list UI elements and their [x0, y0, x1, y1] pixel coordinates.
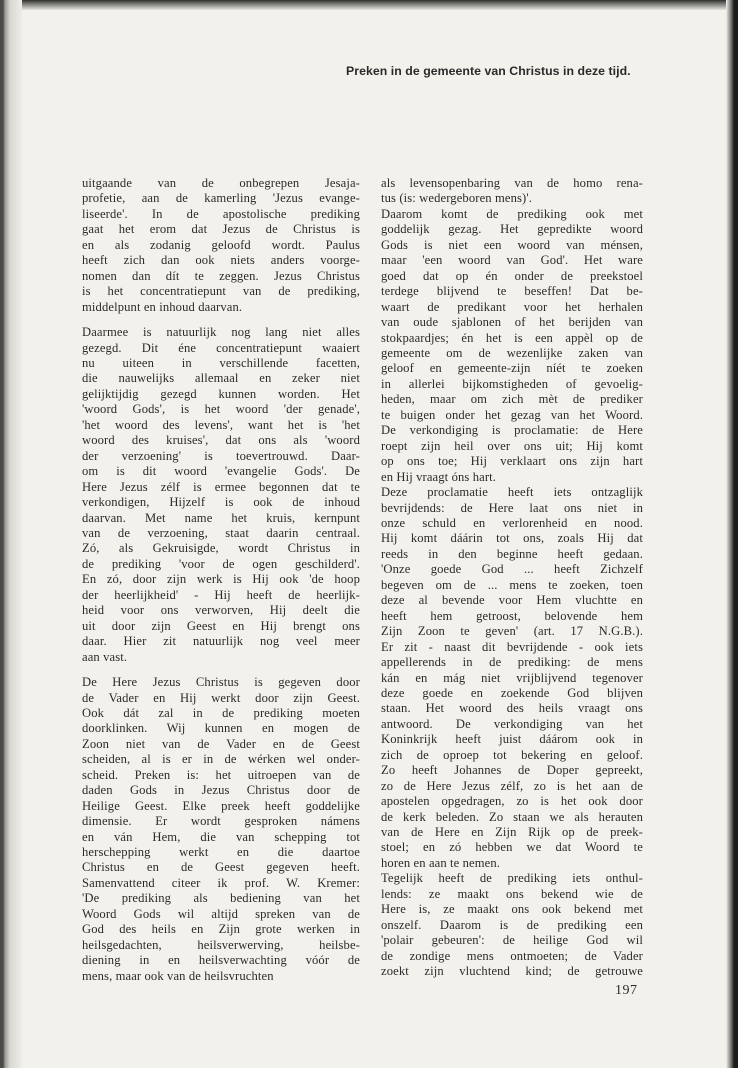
text-line: van de verzoening, staat daarin centraal.: [82, 525, 360, 540]
text-line: verkondigen, Hijzelf is ook de inhoud: [82, 495, 360, 510]
text-line: daden Gods in Jezus Christus door de: [82, 783, 360, 798]
text-line: De verkondiging is proclamatie: de Here: [381, 423, 643, 438]
text-line: Zó, als Gekruisigde, wordt Christus in: [82, 541, 360, 556]
text-line: woord des kruises', dat ons als 'woord: [82, 433, 360, 448]
text-line: om is dit woord 'evangelie Gods'. De: [82, 464, 360, 479]
text-line: Daarom komt de prediking ook met: [381, 206, 643, 221]
scan-top-edge: [0, 0, 738, 10]
text-line: kán en mág niet vrijblijvend tegenover: [381, 670, 643, 685]
text-line: staan. Het woord des heils vraagt ons: [381, 701, 643, 716]
text-line: daar. Hier zit natuurlijk nog veel meer: [82, 634, 360, 649]
text-line: Tegelijk heeft de prediking iets onthul-: [381, 871, 643, 886]
text-line: tus (is: wedergeboren mens)'.: [381, 191, 533, 206]
text-line: Zijn Zoon te geven' (art. 17 N.G.B.).: [381, 624, 643, 639]
paragraph: [82, 176, 360, 315]
text-line: Daarmee is natuurlijk nog lang niet alles: [82, 325, 360, 340]
text-line: Ook dát zal in de prediking moeten: [82, 705, 360, 720]
text-line: nu uiteen in verschillende facetten,: [82, 355, 360, 370]
text-line: bevrijdends: de Here laat ons niet in: [381, 500, 643, 515]
scan-right-edge: [726, 0, 738, 1068]
text-line: stokpaardjes; én het is een appèl op de: [381, 330, 643, 345]
text-line: Koninkrijk heeft juist dáárom ook in: [381, 732, 643, 747]
text-line: en Hij vraagt óns hart.: [381, 469, 497, 484]
text-line: en als zodanig geloofd wordt. Paulus: [82, 237, 360, 252]
text-line: de zondige mens ontmoeten; de Vader: [381, 948, 643, 963]
text-line: aan vast.: [82, 649, 128, 664]
text-line: gezegd. Dit éne concentratiepunt waaiert: [82, 340, 360, 355]
text-line: horen en aan te nemen.: [381, 855, 501, 870]
text-line: dimensie. Er wordt gesproken námens: [82, 814, 360, 829]
text-line: Deze proclamatie heeft iets ontzaglijk: [381, 485, 643, 500]
text-line: begeven om de ... mens te zoeken, toen: [381, 577, 643, 592]
text-line: Er zit - naast dit bevrijdende - ook iets: [381, 639, 643, 654]
text-line: diening in en heilsverwachting vóór de: [82, 953, 360, 968]
text-line: lends: ze maakt ons bekend wie de: [381, 886, 643, 901]
text-line: Samenvattend citeer ik prof. W. Kremer:: [82, 875, 360, 890]
text-line: van oude sjablonen of het berijden van: [381, 315, 643, 330]
left-text-column: [82, 176, 360, 994]
paragraph: [82, 675, 360, 984]
text-line: doorklinken. Wij kunnen en mogen de: [82, 721, 360, 736]
text-line: te buigen onder het gezag van het Woord.: [381, 407, 643, 422]
running-head: Preken in de gemeente van Christus in deze tijd.: [346, 64, 631, 78]
text-line: deze goede en zoekende God blijven: [381, 685, 643, 700]
text-line: 'Onze goede God ... heeft Zichzelf: [381, 562, 643, 577]
text-line: stoel; en zó hebben we dat Woord te: [381, 840, 643, 855]
text-line: maar 'een woord van God'. Het ware: [381, 253, 643, 268]
text-line: antwoord. De verkondiging van het: [381, 716, 643, 731]
text-line: Hij komt dáárin tot ons, zoals Hij dat: [381, 531, 643, 546]
text-line: heeft zich dan ook niets anders voorge-: [82, 253, 360, 268]
text-line: heeft hem getroost, belovende hem: [381, 608, 643, 623]
text-line: zo de Here Jezus zélf, zo is het aan de: [381, 778, 643, 793]
text-line: zoekt zijn vluchtend kind; de getrouwe: [381, 964, 643, 979]
text-line: heid voor ons verworven, Hij deelt die: [82, 603, 360, 618]
text-line: scheid. Preken is: het uitroepen van de: [82, 767, 360, 782]
text-line: gaat het erom dat Jezus de Christus is: [82, 222, 360, 237]
text-line: nomen dan dít te zeggen. Jezus Christus: [82, 268, 360, 283]
text-line: is het concentratiepunt van de prediking,: [82, 284, 360, 299]
text-line: heilsgedachten, heilsverwerving, heilsbe-: [82, 937, 360, 952]
text-line: 'De prediking als bediening van het: [82, 891, 360, 906]
text-line: middelpunt en inhoud daarvan.: [82, 299, 243, 314]
text-line: Heilige Geest. Elke preek heeft goddelijke: [82, 798, 360, 813]
text-line: geloof en gemeente-zijn níét te zoeken: [381, 361, 643, 376]
scan-left-edge: [0, 0, 22, 1068]
text-line: 'polair gebeuren': de heilige God wil: [381, 933, 643, 948]
text-line: uitgaande van de onbegrepen Jesaja-: [82, 176, 360, 190]
text-line: die nauwelijks allemaal en zeker niet: [82, 371, 360, 386]
text-line: God des heils en Zijn grote werken in: [82, 922, 360, 937]
text-line: Gods is niet een woord van ménsen,: [381, 237, 643, 252]
right-text-column: [381, 176, 643, 980]
text-line: zich de oproep tot bekering en geloof.: [381, 747, 643, 762]
text-line: de kerk beleden. Zo staan we als herauten: [381, 809, 643, 824]
text-line: roept zijn heil over ons uit; Hij komt: [381, 438, 643, 453]
text-line: gemeente om de wezenlijke zaken van: [381, 345, 643, 360]
text-line: goed dat op én onder de preekstoel: [381, 268, 643, 283]
text-line: appellerends in de prediking: de mens: [381, 655, 643, 670]
text-line: de prediking 'voor de ogen geschilderd'.: [82, 556, 360, 571]
paragraph: [381, 176, 643, 980]
text-line: profetie, aan de kamerling 'Jezus evange-: [82, 191, 360, 206]
page-number: 197: [615, 983, 638, 998]
text-line: 'het woord des levens', want het is 'het: [82, 417, 360, 432]
text-line: heden, maar om zich mèt de prediker: [381, 392, 643, 407]
text-line: Zo heeft Johannes de Doper gepreekt,: [381, 763, 643, 778]
text-line: op ons toe; Hij verklaart ons zijn hart: [381, 454, 643, 469]
text-line: deze al bevende voor Hem vluchtte en: [381, 593, 643, 608]
text-line: waart de predikant voor het herhalen: [381, 299, 643, 314]
text-line: Here is, ze maakt ons ook bekend met: [381, 902, 643, 917]
text-line: der verzoening' is toevertrouwd. Daar-: [82, 448, 360, 463]
text-line: 'woord Gods', is het woord 'der genade',: [82, 402, 360, 417]
text-line: scheiden, al is er in de wérken wel onder-: [82, 752, 360, 767]
text-line: En zó, door zijn werk is Hij ook 'de hoop: [82, 572, 360, 587]
text-line: Woord Gods wil altijd spreken van de: [82, 906, 360, 921]
text-line: liseerde'. In de apostolische prediking: [82, 206, 360, 221]
text-line: gelijktijdig gezegd kunnen worden. Het: [82, 386, 360, 401]
text-line: in allerlei bijkomstigheden of gevoelig-: [381, 376, 643, 391]
text-line: Here Jezus zélf is ermee begonnen dat te: [82, 479, 360, 494]
text-line: Christus en de Geest gegeven heeft.: [82, 860, 360, 875]
text-line: en ván Hem, die van schepping tot: [82, 829, 360, 844]
text-line: De Here Jezus Christus is gegeven door: [82, 675, 360, 690]
text-line: terdege blijvend te beseffen! Dat be-: [381, 284, 643, 299]
text-line: onze schuld en verlorenheid en nood.: [381, 515, 643, 530]
text-line: onszelf. Daarom is de prediking een: [381, 917, 643, 932]
text-line: daarvan. Met name het kruis, kernpunt: [82, 510, 360, 525]
paragraph: [82, 325, 360, 665]
text-line: goddelijk gezag. Het gepredikte woord: [381, 222, 643, 237]
text-line: uit door zijn Geest en Hij brengt ons: [82, 618, 360, 633]
text-line: reeds in den beginne heeft gedaan.: [381, 546, 643, 561]
text-line: Zoon niet van de Vader en de Geest: [82, 736, 360, 751]
text-line: mens, maar ook van de heilsvruchten: [82, 968, 274, 983]
text-line: apostelen opgedragen, zo is het ook door: [381, 794, 643, 809]
text-line: van de Here en Zijn Rijk op de preek-: [381, 825, 643, 840]
text-line: der heerlijkheid' - Hij heeft de heerlijk-: [82, 587, 360, 602]
text-line: als levensopenbaring van de homo rena-: [381, 176, 643, 190]
text-line: herschepping werkt en die daartoe: [82, 845, 360, 860]
text-line: de Vader en Hij werkt door zijn Geest.: [82, 690, 360, 705]
